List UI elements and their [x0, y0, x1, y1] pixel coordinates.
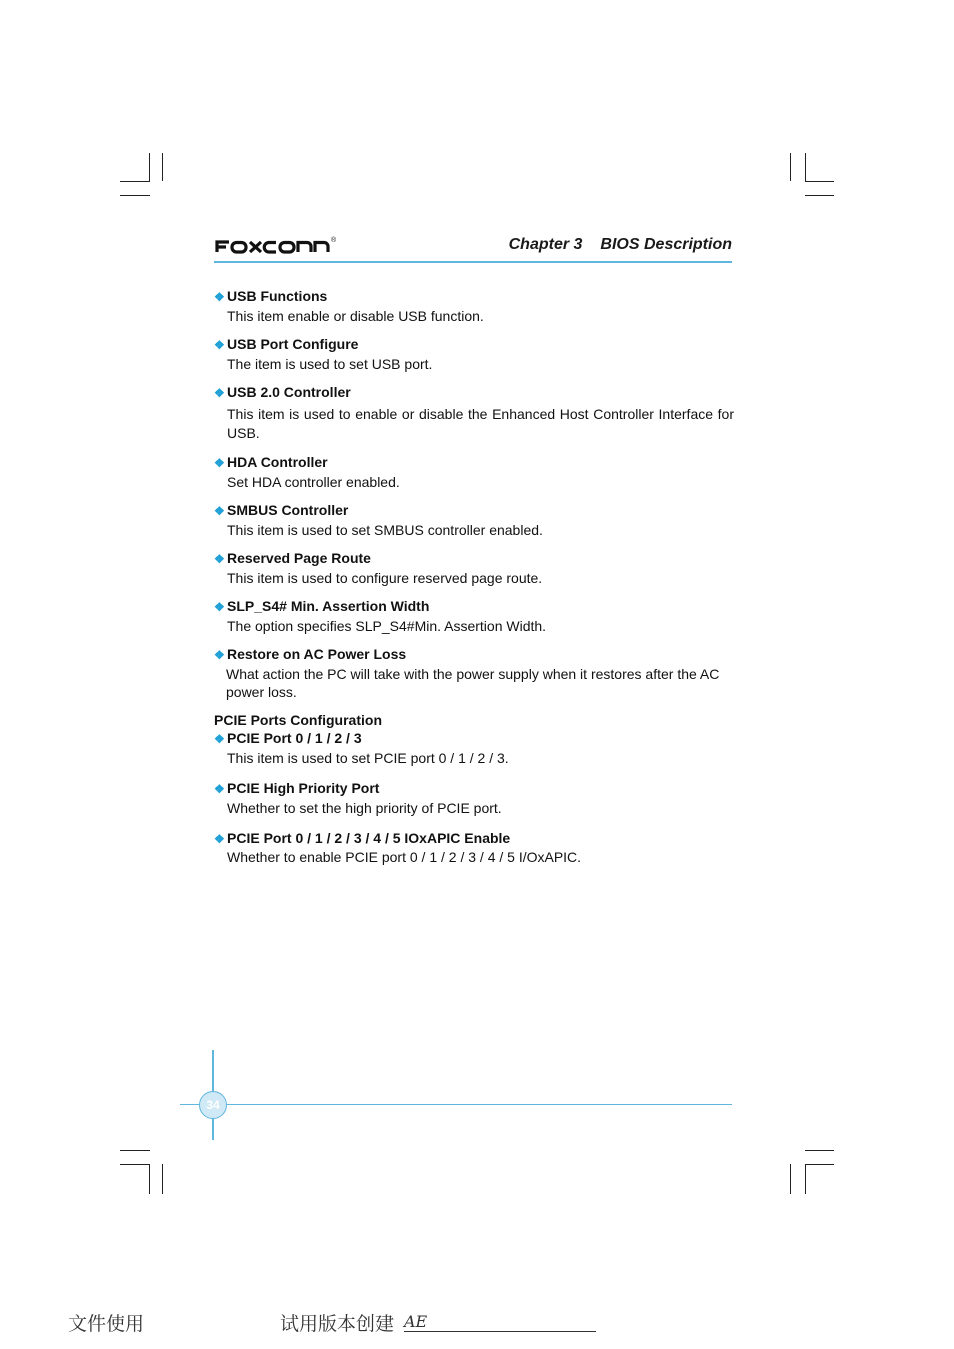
list-item — [214, 287, 734, 326]
item-title: HDA Controller — [227, 454, 328, 470]
item-description: This item is used to enable or disable the Enhanced Host Controller Interface for USB. — [227, 406, 734, 441]
chapter-header — [509, 236, 732, 254]
watermark-tail: AE — [404, 1312, 428, 1331]
crop-mark — [120, 1164, 150, 1165]
item-title: USB 2.0 Controller — [227, 384, 351, 400]
crop-mark — [805, 195, 834, 196]
item-description: Set HDA controller enabled. — [227, 474, 400, 490]
item-description: The option specifies SLP_S4#Min. Assertion Width. — [227, 618, 547, 634]
list-item — [214, 645, 734, 701]
item-description: This item is used to set SMBUS controller enabled. — [227, 522, 543, 538]
watermark-left: 文件使用 — [68, 1313, 145, 1335]
crop-mark — [162, 153, 163, 181]
crop-mark — [805, 153, 806, 181]
item-title: Restore on AC Power Loss — [227, 646, 407, 662]
item-description: What action the PC will take with the power supply when it restores after the AC power loss. — [226, 666, 720, 700]
crop-mark — [120, 181, 150, 182]
item-title: Reserved Page Route — [227, 550, 371, 566]
diamond-dots-icon: ❖ — [214, 732, 225, 746]
watermark-underline — [404, 1331, 596, 1332]
diamond-dots-icon: ❖ — [214, 386, 225, 400]
section-heading: PCIE Ports Configuration — [214, 712, 382, 728]
list-item — [214, 453, 734, 492]
crop-mark — [805, 1150, 834, 1151]
diamond-dots-icon: ❖ — [214, 456, 225, 470]
diamond-dots-icon: ❖ — [214, 648, 225, 662]
item-description: This item enable or disable USB function. — [227, 308, 484, 324]
page-number: 34 — [199, 1091, 227, 1119]
list-item — [214, 501, 734, 540]
crop-mark — [162, 1164, 163, 1194]
diamond-dots-icon: ❖ — [214, 338, 225, 352]
diamond-dots-icon: ❖ — [214, 782, 225, 796]
crop-mark — [805, 1164, 834, 1165]
foxconn-logo — [214, 233, 340, 257]
item-description: Whether to enable PCIE port 0 / 1 / 2 / 3 / 4 / 5 I/OxAPIC. — [227, 849, 582, 865]
list-item — [214, 597, 734, 636]
list-item — [214, 829, 734, 867]
diamond-dots-icon: ❖ — [214, 290, 225, 304]
header-rule — [214, 261, 732, 263]
item-title: USB Port Configure — [227, 336, 359, 352]
crop-mark — [790, 153, 791, 181]
item-title: PCIE High Priority Port — [227, 780, 380, 796]
diamond-dots-icon: ❖ — [214, 504, 225, 518]
crop-mark — [805, 181, 834, 182]
crop-mark — [805, 1164, 806, 1194]
diamond-dots-icon: ❖ — [214, 600, 225, 614]
svg-text:®: ® — [331, 237, 337, 244]
list-item — [214, 779, 734, 818]
list-item — [214, 729, 734, 768]
section-title: BIOS Description — [600, 236, 732, 253]
item-title: USB Functions — [227, 288, 328, 304]
item-title: PCIE Port 0 / 1 / 2 / 3 / 4 / 5 IOxAPIC Enable — [227, 830, 511, 846]
item-title: SMBUS Controller — [227, 502, 349, 518]
item-description: This item is used to configure reserved page route. — [227, 570, 543, 586]
footer-horizontal-rule — [180, 1104, 732, 1105]
diamond-dots-icon: ❖ — [214, 832, 225, 846]
chapter-label: Chapter 3 — [508, 236, 583, 253]
crop-mark — [120, 1150, 150, 1151]
item-description: This item is used to set PCIE port 0 / 1 / 2 / 3. — [227, 750, 509, 766]
diamond-dots-icon: ❖ — [214, 552, 225, 566]
crop-mark — [120, 195, 150, 196]
item-title: SLP_S4# Min. Assertion Width — [227, 598, 430, 614]
list-item — [214, 383, 734, 443]
watermark-middle: 试用版本创建 — [280, 1313, 395, 1335]
item-title: PCIE Port 0 / 1 / 2 / 3 — [227, 730, 362, 746]
item-description: The item is used to set USB port. — [227, 356, 433, 372]
crop-mark — [149, 1164, 150, 1194]
list-item — [214, 335, 734, 374]
crop-mark — [149, 153, 150, 181]
crop-mark — [790, 1164, 791, 1194]
item-description: Whether to set the high priority of PCIE port. — [227, 800, 502, 816]
list-item — [214, 549, 734, 588]
